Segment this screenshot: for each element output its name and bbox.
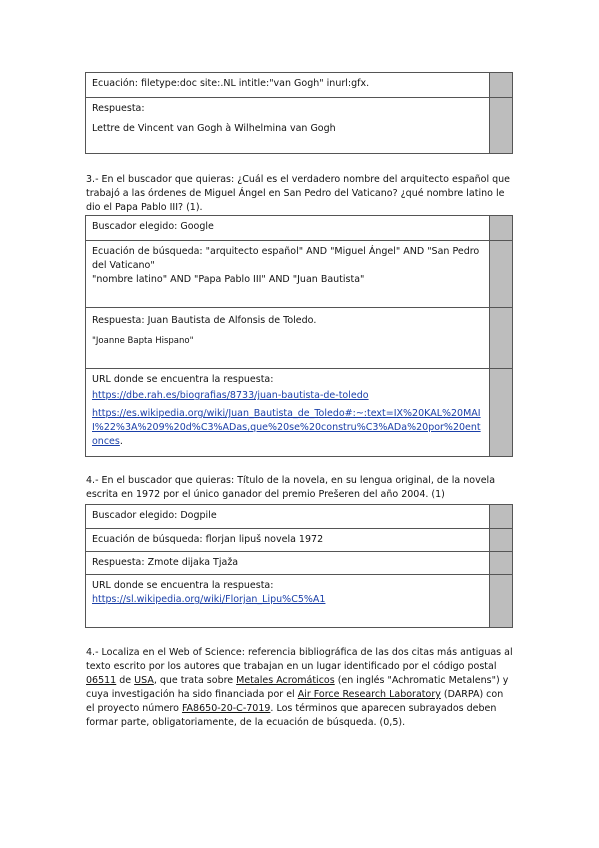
search-engine-cell: Buscador elegido: Dogpile: [92, 510, 217, 521]
equation-line-2: "nombre latino" AND "Papa Pablo III" AND "Juan Bautista": [92, 274, 365, 285]
table-row: [86, 97, 512, 153]
side-bar: [489, 529, 512, 551]
question-3: 3.- En el buscador que quieras: ¿Cuál es el verdadero nombre del arquitecto español que trabajó a las órdenes de Miguel Ángel en San Pedro del Vaticano? ¿qué nombre latino le dio el Papa Pablo III? (1).: [86, 174, 511, 213]
side-bar: [489, 98, 512, 153]
url-link-wikipedia[interactable]: https://es.wikipedia.org/wiki/Juan_Bautista_de_Toledo#:~:text=IX%20KAL%20MAII%22%3A%209%20d%C3%ADas,que%20se%20constru%C3%ADa%20por%20entonces: [92, 408, 481, 447]
url-suffix: .: [119, 436, 123, 447]
url-cell: [86, 369, 489, 456]
table-answer-4: [85, 504, 513, 628]
answer-text: Respuesta: Juan Bautista de Alfonsis de Toledo.: [92, 315, 317, 326]
side-bar: [489, 308, 512, 368]
q4b-text: . Los términos que aparecen subrayados deben formar parte, obligatoriamente, de la ecuación de búsqueda. (0,5).: [86, 703, 497, 728]
equation-line-1: Ecuación de búsqueda: "arquitecto español" AND "Miguel Ángel" AND "San Pedro del Vaticano": [92, 246, 480, 271]
url-line-1: [92, 389, 483, 403]
q4b-text: , que trata sobre: [153, 675, 237, 686]
country: USA: [134, 675, 154, 686]
url-line: [92, 593, 483, 607]
table-row: [86, 574, 512, 627]
zip-code: 06511: [86, 675, 117, 686]
table-row: [86, 216, 512, 240]
url-link-dbe[interactable]: https://dbe.rah.es/biografias/8733/juan-bautista-de-toledo: [92, 390, 369, 401]
q4b-text: (DARPA) con el proyecto número: [86, 689, 504, 714]
answer-cell: Respuesta: Zmote dijaka Tjaža: [92, 557, 239, 568]
answer-cell: [86, 308, 489, 368]
answer-value: Lettre de Vincent van Gogh à Wilhelmina van Gogh: [92, 123, 336, 134]
table-answer-3: [85, 215, 513, 457]
table-row: [86, 505, 512, 528]
search-engine-cell: Buscador elegido: Google: [92, 221, 214, 232]
url-link-wikipedia-sl[interactable]: https://sl.wikipedia.org/wiki/Florjan_Lipu%C5%A1: [92, 594, 326, 605]
answer-cell: [86, 98, 489, 153]
answer-line-2: "Joanne Bapta Hispano": [92, 336, 194, 346]
side-bar: [489, 369, 512, 456]
grant-number: FA8650-20-C-7019: [181, 703, 271, 714]
side-bar: [489, 241, 512, 307]
url-label: URL donde se encuentra la respuesta:: [92, 374, 274, 385]
side-bar: [489, 575, 512, 627]
side-bar: [489, 216, 512, 240]
side-bar: [489, 505, 512, 528]
table-row: [86, 240, 512, 307]
table-row: [86, 551, 512, 574]
table-answer-1: [85, 72, 513, 154]
answer-line-1: [92, 314, 483, 328]
topic: Metales Acromáticos: [236, 675, 335, 686]
side-bar: [489, 73, 512, 97]
q4b-text: de: [116, 675, 135, 686]
q4b-text: (en inglés "Achromatic Metalens") y cuya investigación ha sido financiada por el: [86, 675, 509, 700]
q4b-text: 4.- Localiza en el Web of Science: referencia bibliográfica de las dos citas más antiguas al texto escrito por los autores que trabajan en un lugar identificado por el código postal: [86, 647, 513, 672]
table-row: [86, 528, 512, 551]
funder: Air Force Research Laboratory: [297, 689, 441, 700]
url-line-2: [92, 407, 483, 449]
table-row: [86, 307, 512, 368]
url-label: URL donde se encuentra la respuesta:: [92, 580, 274, 591]
equation-cell: [86, 241, 489, 307]
table-row: [86, 73, 512, 97]
equation-cell: Ecuación: filetype:doc site:.NL intitle:"van Gogh" inurl:gfx.: [92, 78, 370, 89]
equation-cell: Ecuación de búsqueda: florjan lipuš novela 1972: [92, 534, 324, 545]
url-cell: [86, 575, 489, 627]
table-row: [86, 368, 512, 456]
answer-label: Respuesta:: [92, 103, 145, 114]
side-bar: [489, 552, 512, 574]
question-4b: [86, 646, 514, 730]
question-4a: 4.- En el buscador que quieras: Título de la novela, en su lengua original, de la novela escrita en 1972 por el único ganador del premio Prešeren del año 2004. (1): [86, 475, 496, 500]
